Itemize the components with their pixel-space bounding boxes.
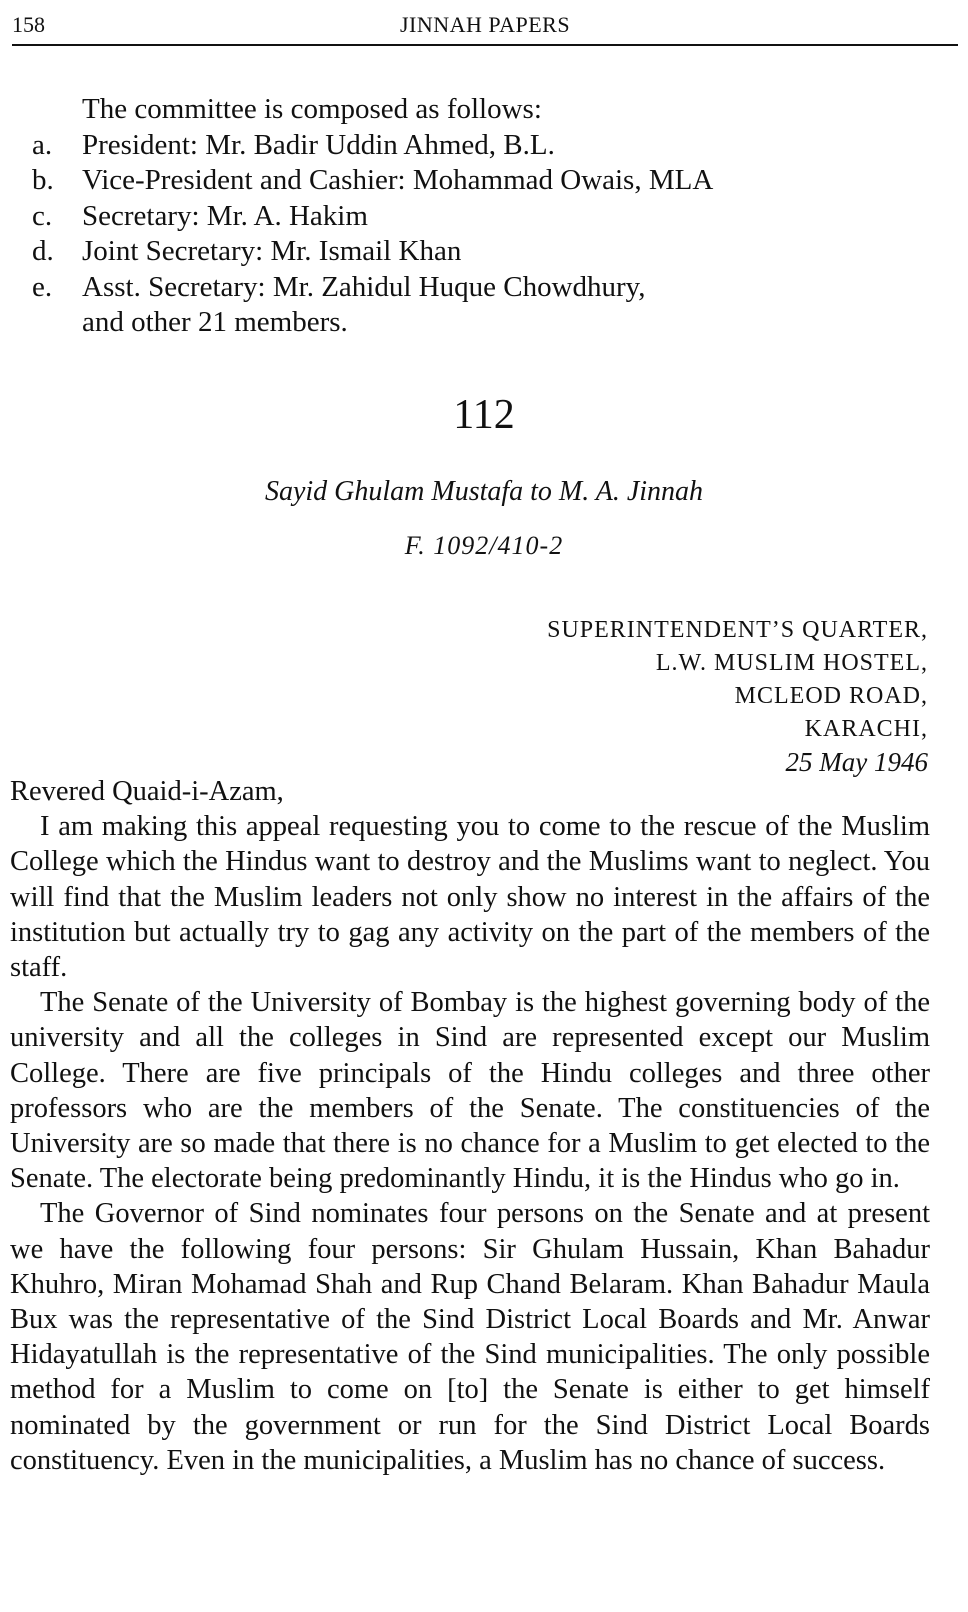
list-marker: d. xyxy=(32,235,54,267)
address-line: KARACHI, xyxy=(804,716,928,742)
list-item xyxy=(32,270,932,306)
address-line: MCLEOD ROAD, xyxy=(734,683,928,709)
list-item xyxy=(32,199,932,235)
sender-address xyxy=(547,614,928,779)
list-item xyxy=(32,234,932,270)
committee-intro: The committee is composed as follows: xyxy=(82,93,542,125)
letter-date: 25 May 1946 xyxy=(785,747,928,777)
list-item-text: Secretary: Mr. A. Hakim xyxy=(82,199,368,232)
paragraph: The Governor of Sind nominates four persons on the Senate and at present we have the following four persons: Sir Ghulam Hussain, Khan Bahadur Khuhro, Miran Mohamad Shah and Rup Chand Belaram. Khan Bahadur Maula Bux was the representative of the Sind District Local Boards and Mr. Anwar Hidayatullah is the representative of the Sind municipalities. The only possible method for a Muslim to come on [to] the Senate is either to get himself nominated by the government or run for the Sind District Local Boards constituency. Even in the municipalities, a Muslim has no chance of success. xyxy=(10,1198,930,1476)
list-item-text: Vice-President and Cashier: Mohammad Owais, MLA xyxy=(82,164,714,196)
running-head xyxy=(12,8,958,46)
paragraph: The Senate of the University of Bombay is the highest governing body of the university and all the colleges in Sind are represented except our Muslim College. There are five principals of the Hindu colleges and three other professors who are the members of the Senate. The constituencies of the University are so made that there is no chance for a Muslim to get elected to the Senate. The electorate being predominantly Hindu, it is the Hindus who go in. xyxy=(10,987,930,1195)
committee-list xyxy=(32,92,932,341)
list-marker: e. xyxy=(32,270,53,303)
list-item-text: Asst. Secretary: Mr. Zahidul Huque Chowdhury, xyxy=(82,270,646,303)
address-line: L.W. MUSLIM HOSTEL, xyxy=(655,650,928,676)
list-marker: a. xyxy=(32,128,53,161)
list-marker: b. xyxy=(32,164,54,196)
document-number: 112 xyxy=(453,392,515,438)
document-heading: Sayid Ghulam Mustafa to M. A. Jinnah xyxy=(264,476,704,507)
letter-body xyxy=(10,774,930,1478)
address-line: SUPERINTENDENT’S QUARTER, xyxy=(547,617,928,643)
committee-continuation: and other 21 members. xyxy=(82,306,348,338)
list-item-text: President: Mr. Badir Uddin Ahmed, B.L. xyxy=(82,128,555,161)
list-item xyxy=(32,163,932,199)
salutation: Revered Quaid-i-Azam, xyxy=(10,776,284,807)
list-item xyxy=(32,128,932,164)
list-item-text: Joint Secretary: Mr. Ismail Khan xyxy=(82,235,462,267)
document-reference: F. 1092/410-2 xyxy=(404,531,564,560)
page-number: 158 xyxy=(12,12,45,37)
list-marker: c. xyxy=(32,199,53,232)
paragraph: I am making this appeal requesting you to come to the rescue of the Muslim College which the Hindus want to destroy and the Muslims want to neglect. You will find that the Muslim leaders not only show no interest in the affairs of the institution but actually try to gag any activity on the part of the members of the staff. xyxy=(10,811,930,984)
running-title: JINNAH PAPERS xyxy=(399,12,571,37)
